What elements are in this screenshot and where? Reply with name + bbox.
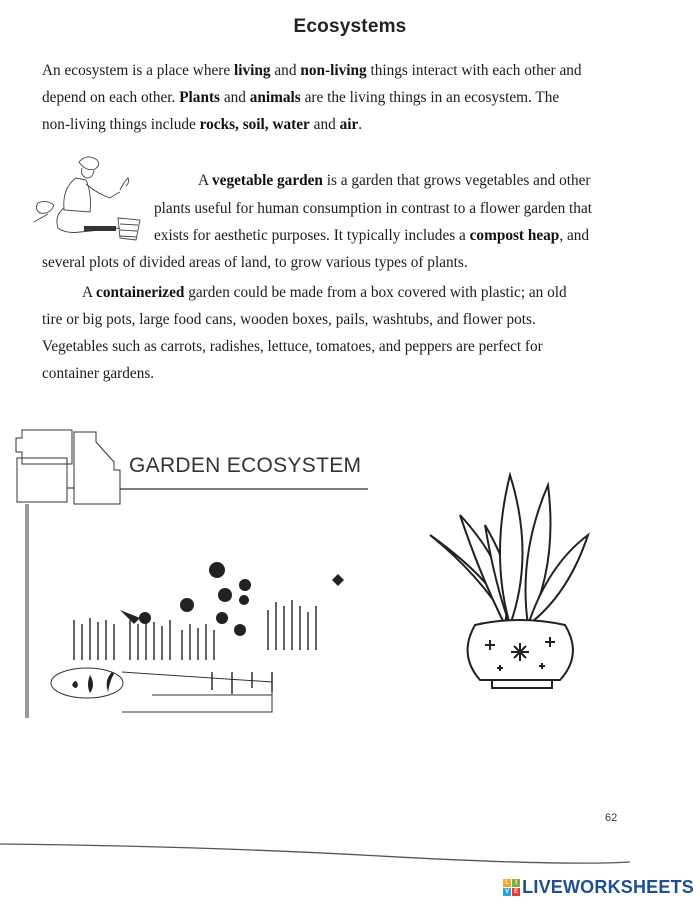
potted-plant-figure: [420, 465, 600, 690]
logo-text: LIVEWORKSHEETS: [522, 877, 694, 897]
logo-block: E: [514, 889, 519, 895]
page-title: Ecosystems: [293, 16, 407, 37]
page-number: 62: [605, 812, 618, 824]
liveworksheets-logo[interactable]: [503, 877, 694, 898]
vegetable-line: A vegetable garden is a garden that grows vegetables and other: [198, 172, 591, 189]
vegetable-line: several plots of divided areas of land, to grow various types of plants.: [42, 254, 468, 271]
container-line: tire or big pots, large food cans, wooden boxes, pails, washtubs, and flower pots.: [42, 311, 536, 328]
logo-block: L: [503, 879, 511, 887]
container-line: container gardens.: [42, 365, 155, 382]
bottom-divider: [0, 838, 640, 868]
logo-block: V: [505, 889, 510, 895]
intro-line: depend on each other. Plants and animals are the living things in an ecosystem. The: [42, 89, 560, 106]
intro-line: An ecosystem is a place where living and non-living things interact with each other and: [42, 62, 582, 79]
intro-line: non-living things include rocks, soil, water and air.: [42, 116, 363, 133]
garden-ecosystem-title: GARDEN ECOSYSTEM: [129, 454, 362, 477]
logo-block: I: [512, 879, 520, 887]
container-line: A containerized garden could be made from a box covered with plastic; an old: [82, 284, 567, 301]
logo-blocks-icon: [503, 879, 520, 896]
vegetable-line: plants useful for human consumption in contrast to a flower garden that: [154, 200, 592, 217]
container-line: Vegetables such as carrots, radishes, lettuce, tomatoes, and peppers are perfect for: [42, 338, 543, 355]
gardener-illustration: [24, 150, 149, 250]
vegetable-line: exists for aesthetic purposes. It typically includes a compost heap, and: [154, 227, 590, 244]
